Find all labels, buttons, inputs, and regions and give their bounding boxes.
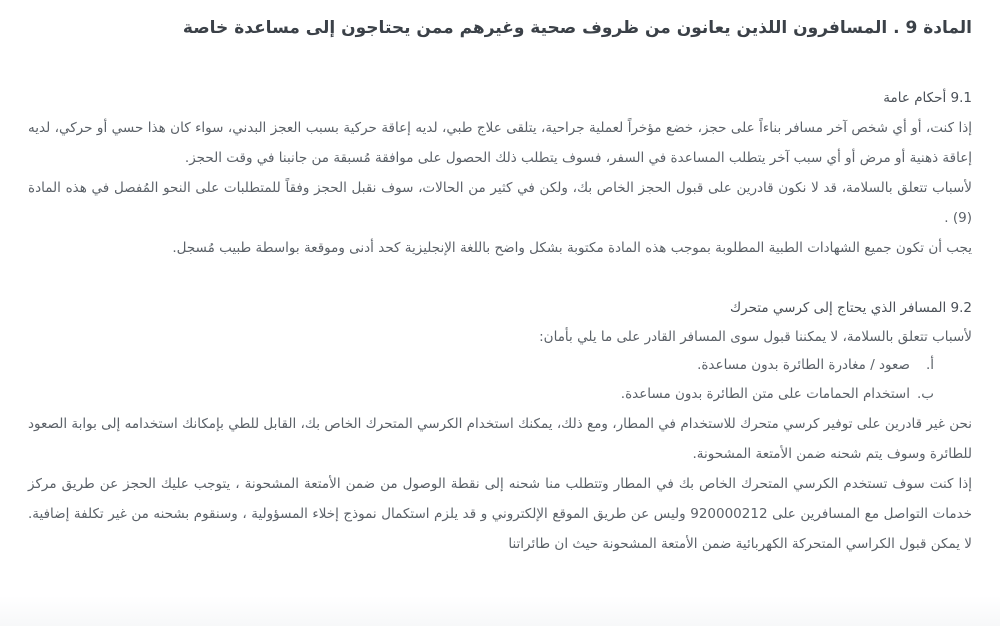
paragraph: إذا كنت، أو أي شخص آخر مسافر بناءاً على حجز، خضع مؤخراً لعملية جراحية، يتلقى علاج طبي، لديه إعاقة حركية بسبب العجز البدني، سواء كان هذا حسي أو حركي، لديه إعاقة ذهنية أو مرض أو أي سبب آخر يتطلب المساعدة في السفر، فسوف يتطلب ذلك الحصول على موافقة مُسبقة من جانبنا في وقت الحجز.: [28, 120, 972, 166]
requirements-list: [28, 351, 972, 409]
bottom-fade: [0, 596, 1000, 626]
list-item-text: استخدام الحمامات على متن الطائرة بدون مساعدة.: [620, 386, 910, 402]
article-title: المادة 9 . المسافرون اللذين يعانون من ظروف صحية وغيرهم ممن يحتاجون إلى مساعدة خاصة: [182, 18, 972, 38]
paragraph-intro: لأسباب تتعلق بالسلامة، لا يمكننا قبول سوى المسافر القادر على ما يلي بأمان:: [539, 329, 972, 345]
section-heading: 9.1 أحكام عامة: [883, 90, 972, 106]
section-9-1: [28, 83, 972, 263]
paragraph: يجب أن تكون جميع الشهادات الطبية المطلوبة بموجب هذه المادة مكتوبة بشكل واضح باللغة الإنجليزية كحد أدنى وموقعة بواسطة طبيب مُسجل.: [172, 240, 972, 256]
article-content: [28, 0, 972, 559]
list-marker: أ.: [925, 357, 934, 373]
section-9-2: [28, 293, 972, 559]
list-item: [28, 351, 934, 380]
list-item-text: صعود / مغادرة الطائرة بدون مساعدة.: [697, 357, 910, 373]
list-item: [28, 380, 934, 409]
section-heading: 9.2 المسافر الذي يحتاج إلى كرسي متحرك: [730, 300, 972, 316]
paragraph: نحن غير قادرين على توفير كرسي متحرك للاستخدام في المطار، ومع ذلك، يمكنك استخدام الكرسي المتحرك الخاص بك، القابل للطي بإمكانك استخدامه إلى بوابة الصعود للطائرة وسوف يتم شحنه ضمن الأمتعة المشحونة.: [28, 416, 972, 462]
paragraph: إذا كنت سوف تستخدم الكرسي المتحرك الخاص بك في المطار وتتطلب منا شحنه إلى نقطة الوصول من ضمن الأمتعة المشحونة ، يتوجب عليك الحجز عن طريق مركز خدمات التواصل مع المسافرين على 920000212 وليس عن طريق الموقع الإلكتروني و قد يلزم استكمال نموذج إخلاء المسؤولية ، وسنقوم بشحنه من غير تكلفة إضافية. لا يمكن قبول الكراسي المتحركة الكهربائية ضمن الأمتعة المشحونة حيث ان طائراتنا: [28, 476, 973, 552]
list-marker: ب.: [916, 386, 934, 402]
paragraph: لأسباب تتعلق بالسلامة، قد لا نكون قادرين على قبول الحجز الخاص بك، ولكن في كثير من الحالات، سوف نقبل الحجز وفقاً للمتطلبات على النحو المُفصل في هذه المادة (9) .: [28, 180, 972, 226]
